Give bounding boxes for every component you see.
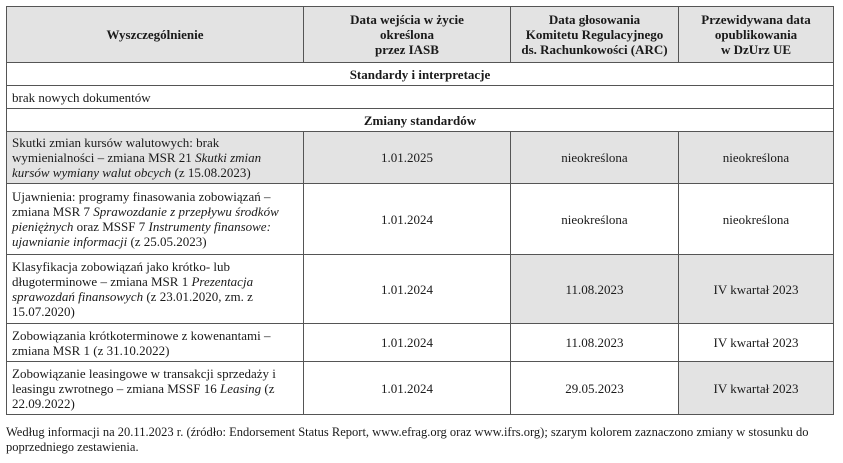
table-row — [7, 362, 834, 415]
row-iasb-date: 1.01.2024 — [304, 255, 511, 324]
row-iasb-date: 1.01.2024 — [304, 184, 511, 255]
table-row — [7, 255, 834, 324]
row-iasb-date: 1.01.2024 — [304, 362, 511, 415]
table-row — [7, 132, 834, 184]
endorsement-table — [6, 6, 834, 415]
section-row — [7, 109, 834, 132]
no-new-documents-text: brak nowych dokumentów — [7, 86, 834, 109]
header-publication-date: Przewidywana data opublikowania w DzUrz UE — [679, 7, 834, 63]
row-arc-date: 11.08.2023 — [511, 324, 679, 362]
row-iasb-date: 1.01.2025 — [304, 132, 511, 184]
header-description: Wyszczególnienie — [7, 7, 304, 63]
header-arc-vote-date: Data głosowania Komitetu Regulacyjnego ds. Rachunkowości (ARC) — [511, 7, 679, 63]
section-row — [7, 63, 834, 86]
header-iasb-date: Data wejścia w życie określona przez IASB — [304, 7, 511, 63]
row-arc-date: 11.08.2023 — [511, 255, 679, 324]
table-row — [7, 86, 834, 109]
table-row — [7, 184, 834, 255]
row-publication-date: IV kwartał 2023 — [679, 255, 834, 324]
table-row — [7, 324, 834, 362]
header-row — [7, 7, 834, 63]
row-arc-date: nieokreślona — [511, 184, 679, 255]
row-arc-date: 29.05.2023 — [511, 362, 679, 415]
row-description: Zobowiązanie leasingowe w transakcji sprzedaży i leasingu zwrotnego – zmiana MSSF 16 Leasing (z 22.09.2022) — [7, 362, 304, 415]
section-changes-title: Zmiany standardów — [7, 109, 834, 132]
row-description: Zobowiązania krótkoterminowe z kowenantami – zmiana MSR 1 (z 31.10.2022) — [7, 324, 304, 362]
section-standards-title: Standardy i interpretacje — [7, 63, 834, 86]
row-iasb-date: 1.01.2024 — [304, 324, 511, 362]
row-description: Ujawnienia: programy finasowania zobowiązań – zmiana MSR 7 Sprawozdanie z przepływu środków pieniężnych oraz MSSF 7 Instrumenty finansowe: ujawnianie informacji (z 25.05.2023) — [7, 184, 304, 255]
row-publication-date: nieokreślona — [679, 132, 834, 184]
row-publication-date: IV kwartał 2023 — [679, 362, 834, 415]
row-arc-date: nieokreślona — [511, 132, 679, 184]
row-publication-date: nieokreślona — [679, 184, 834, 255]
row-description: Skutki zmian kursów walutowych: brak wymienialności – zmiana MSR 21 Skutki zmian kursów wymiany walut obcych (z 15.08.2023) — [7, 132, 304, 184]
row-description: Klasyfikacja zobowiązań jako krótko- lub długoterminowe – zmiana MSR 1 Prezentacja sprawozdań finansowych (z 23.01.2020, zm. z 15.07.2020) — [7, 255, 304, 324]
source-footnote: Według informacji na 20.11.2023 r. (źródło: Endorsement Status Report, www.efrag.org oraz www.ifrs.org); szarym kolorem zaznaczono zmiany w stosunku do poprzedniego zestawienia. — [6, 425, 809, 454]
row-publication-date: IV kwartał 2023 — [679, 324, 834, 362]
